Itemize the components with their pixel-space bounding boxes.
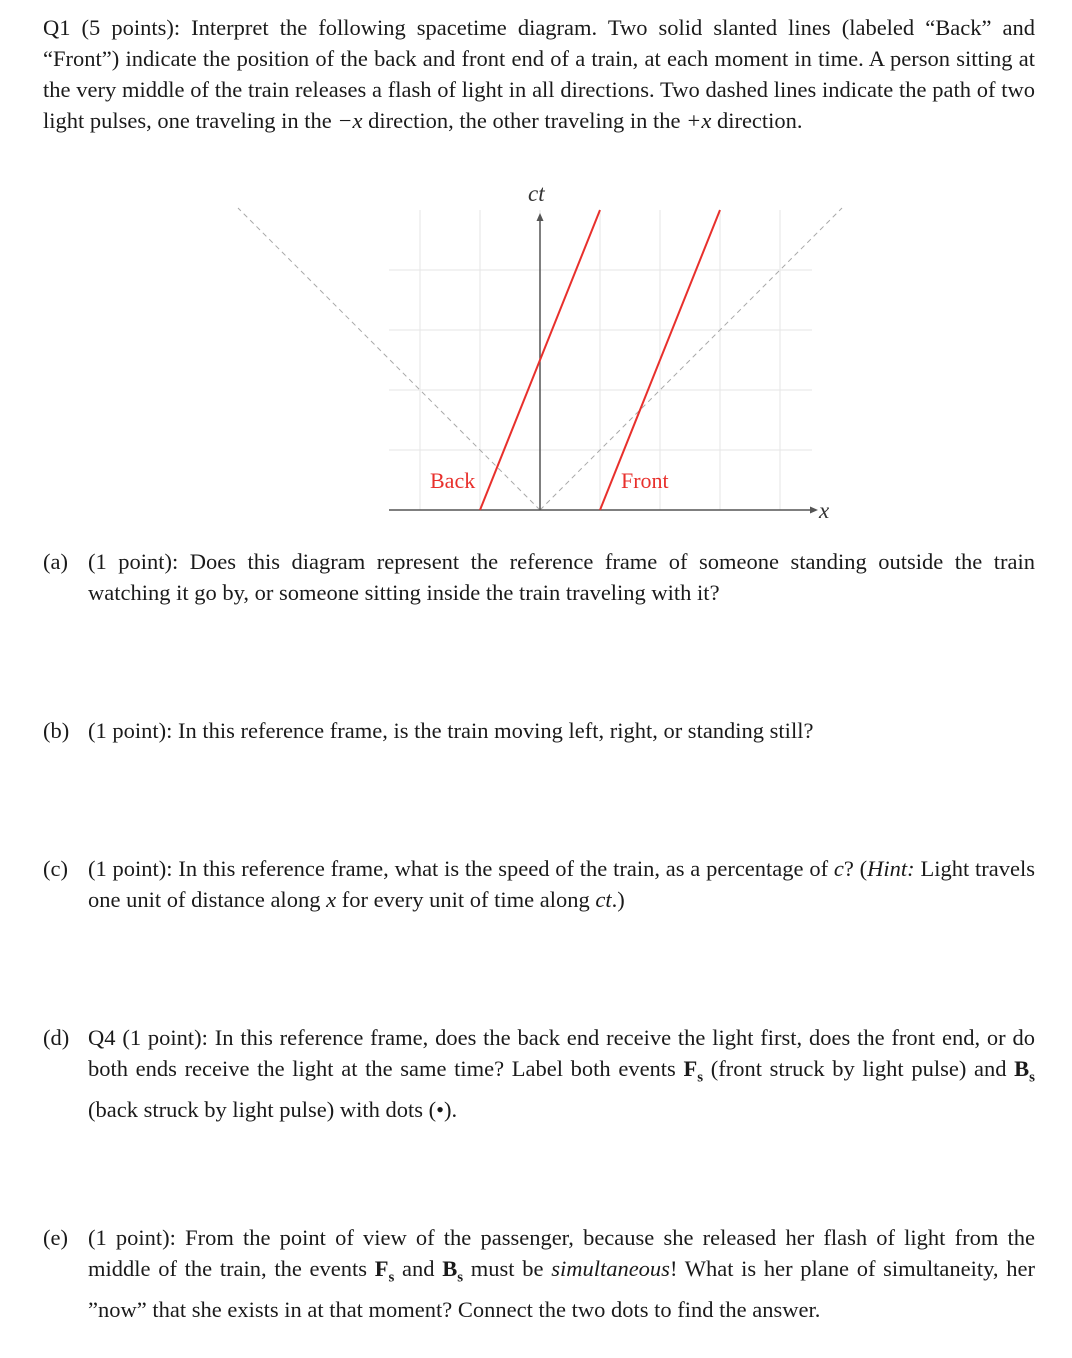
ct-axis-label: ct: [528, 181, 545, 206]
question-c: (c) (1 point): In this reference frame, what is the speed of the train, as a percentage of c? (Hint: Light travels one unit of distance along x for every unit of time along ct.): [43, 856, 1036, 912]
question-e: (e) (1 point): From the point of view of the passenger, because she released her flash of light from the middle of the train, the events $F_s$ and $B_s$ must be simultaneous! What is her plane of simultaneity, her ”now” that she exists in at that moment? Connect the two dots to find the answer.: [43, 1225, 1035, 1322]
spacetime-diagram: [0, 175, 1072, 525]
back-label: Back: [430, 468, 476, 493]
intro-paragraph: Q1 (5 points): Interpret the following spacetime diagram. Two solid slanted lines (labeled “Back” and “Front”) indicate the position of the back and front end of a train, at each moment in time. A person sitting at the very middle of the train releases a flash of light in all directions. Two dashed lines indicate the path of two light pulses, one traveling in the −x direction, the other traveling in the +x direction.: [43, 15, 1035, 133]
x-axis-arrow: [810, 507, 818, 514]
light-path-plus-x: [540, 208, 842, 510]
question-b: (b) (1 point): In this reference frame, is the train moving left, right, or standing still?: [43, 718, 814, 743]
ct-axis-arrow: [537, 213, 544, 221]
light-path-minus-x: [238, 208, 540, 510]
question-a: (a) (1 point): Does this diagram represent the reference frame of someone standing outside the train watching it go by, or someone sitting inside the train traveling with it?: [43, 549, 1035, 605]
x-axis-label: x: [819, 498, 830, 523]
front-label: Front: [621, 468, 669, 493]
grid: [389, 210, 812, 510]
question-d: (d) Q4 (1 point): In this reference frame, does the back end receive the light first, does the front end, or do both ends receive the light at the same time? Label both events $F_s$ (front struck by light pulse) and $B_s$ (back struck by light pulse) with dots (•).: [43, 1025, 1035, 1122]
